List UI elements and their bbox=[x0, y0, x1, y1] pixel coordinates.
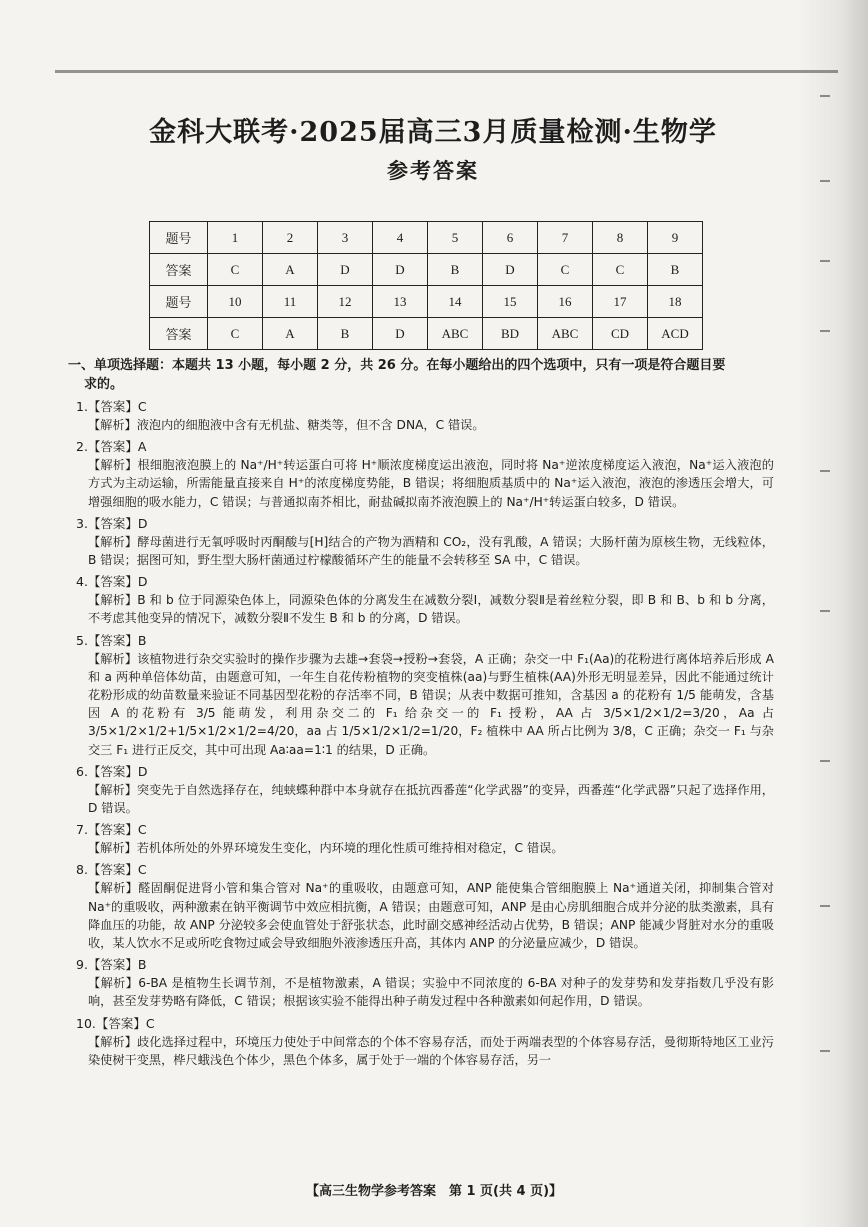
answer-table-cell: 17 bbox=[593, 286, 648, 318]
answer-table-cell: C bbox=[208, 254, 263, 286]
exam-subtitle: 参考答案 bbox=[387, 158, 479, 183]
answer-table-row bbox=[150, 318, 703, 350]
answer-table-cell: A bbox=[263, 254, 318, 286]
question-explanation: 【解析】若机体所处的外界环境发生变化，内环境的理化性质可维持相对稳定，C 错误。 bbox=[88, 841, 564, 856]
answer-table-cell: 7 bbox=[538, 222, 593, 254]
answer-table-cell: D bbox=[318, 254, 373, 286]
answer-table-cell: 8 bbox=[593, 222, 648, 254]
page-footer: 【高三生物学参考答案 第 1 页(共 4 页)】 bbox=[305, 1184, 563, 1199]
answer-table-cell: D bbox=[373, 318, 428, 350]
answer-table-cell: 4 bbox=[373, 222, 428, 254]
question-answer: 2.【答案】A bbox=[76, 439, 147, 455]
question-explanation: 【解析】根细胞液泡膜上的 Na⁺/H⁺转运蛋白可将 H⁺顺浓度梯度运出液泡，同时将 Na⁺逆浓度梯度运入液泡，Na⁺运入液泡的方式为主动运输，所需能量直接来自 H⁺的浓度梯度势能，B 错误；将细胞质基质中的 Na⁺运入液泡，液泡的渗透压会增大，可增强细胞的吸水能力，C 错误；与普通拟南芥相比，耐盐碱拟南芥液泡膜上的 Na⁺/H⁺转运蛋白较多，D 错误。 bbox=[88, 458, 774, 509]
answer-table-cell: 13 bbox=[373, 286, 428, 318]
question-item bbox=[76, 438, 778, 511]
question-answer: 6.【答案】D bbox=[76, 763, 148, 779]
answer-table-cell: BD bbox=[483, 318, 538, 350]
question-explanation: 【解析】醛固酮促进肾小管和集合管对 Na⁺的重吸收，由题意可知，ANP 能使集合管细胞膜上 Na⁺通道关闭，抑制集合管对 Na⁺的重吸收，两种激素在钠平衡调节中效应相抗衡，A 错误；由题意可知，ANP 是由心房肌细胞合成并分泌的肽类激素，具有降血压的功能，故 ANP 分泌较多会使血管处于舒张状态，此时副交感神经活动占优势，B 错误；ANP 能减少肾脏对水分的重吸收，某人饮水不足或所吃食物过咸会导致细胞外液渗透压升高，其体内 ANP 的分泌量应减少，D 错误。 bbox=[88, 881, 774, 951]
answer-table-cell: 12 bbox=[318, 286, 373, 318]
question-answer: 7.【答案】C bbox=[76, 822, 147, 838]
exam-title: 金科大联考·2025届高三3月质量检测·生物学 bbox=[149, 117, 717, 148]
answer-table-cell: 18 bbox=[648, 286, 703, 318]
question-item bbox=[76, 763, 778, 817]
answer-table-cell: ABC bbox=[538, 318, 593, 350]
question-answer: 8.【答案】C bbox=[76, 862, 147, 878]
answer-table-row-label: 答案 bbox=[150, 318, 208, 350]
answer-table-cell: 14 bbox=[428, 286, 483, 318]
question-explanation: 【解析】液泡内的细胞液中含有无机盐、糖类等，但不含 DNA，C 错误。 bbox=[88, 418, 485, 432]
question-item bbox=[76, 821, 778, 857]
question-answer: 9.【答案】B bbox=[76, 957, 147, 973]
question-item bbox=[76, 515, 778, 569]
scan-top-border bbox=[55, 70, 838, 73]
answer-table-cell: CD bbox=[593, 318, 648, 350]
question-item bbox=[76, 632, 778, 759]
answer-table-cell: 2 bbox=[263, 222, 318, 254]
answer-table-row-label: 题号 bbox=[150, 222, 208, 254]
answer-table-cell: C bbox=[538, 254, 593, 286]
section-heading bbox=[68, 356, 768, 394]
question-explanation: 【解析】酵母菌进行无氧呼吸时丙酮酸与[H]结合的产物为酒精和 CO₂，没有乳酸，A 错误；大肠杆菌为原核生物，无线粒体，B 错误；据图可知，野生型大肠杆菌通过柠檬酸循环产生的能量不会转移至 SA 中，C 错误。 bbox=[88, 534, 774, 568]
answer-table-cell: 6 bbox=[483, 222, 538, 254]
answer-table-row bbox=[150, 286, 703, 318]
question-item bbox=[76, 956, 778, 1010]
section-heading-line2: 求的。 bbox=[84, 377, 124, 392]
answer-sheet-page bbox=[68, 110, 778, 1069]
answer-table-cell: ABC bbox=[428, 318, 483, 350]
section-heading-line1: 一、单项选择题：本题共 13 小题，每小题 2 分，共 26 分。在每小题给出的四个选项中，只有一项是符合题目要 bbox=[68, 358, 726, 373]
answer-table-cell: B bbox=[318, 318, 373, 350]
answer-table-cell: 1 bbox=[208, 222, 263, 254]
question-answer: 4.【答案】D bbox=[76, 574, 148, 590]
answer-table-cell: ACD bbox=[648, 318, 703, 350]
answer-table-cell: 10 bbox=[208, 286, 263, 318]
answer-table-cell: D bbox=[483, 254, 538, 286]
answer-table-cell: 9 bbox=[648, 222, 703, 254]
answer-table bbox=[149, 221, 703, 350]
answer-table-row bbox=[150, 222, 703, 254]
answer-table-row-label: 答案 bbox=[150, 254, 208, 286]
question-answer: 3.【答案】D bbox=[76, 515, 148, 531]
answer-table-row-label: 题号 bbox=[150, 286, 208, 318]
question-explanation: 【解析】该植物进行杂交实验时的操作步骤为去雄→套袋→授粉→套袋，A 正确；杂交一中 F₁(Aa)的花粉进行离体培养后形成 A 和 a 两种单倍体幼苗，由题意可知，一年生自花传粉植物的突变植株(aa)与野生植株(AA)外形无明显差异，因此不能通过统计花粉形成的幼苗数量来验证不同基因型花粉的存活率不同，B 错误；从表中数据可推知，含基因 a 的花粉有 1/5 能萌发，含基因 A 的花粉有 3/5 能萌发，利用杂交二的 F₁ 给杂交一的 F₁ 授粉，AA 占 3/5×1/2×1/2=3/20，Aa 占 3/5×1/2×1/2+1/5×1/2×1/2=4/20，aa 占 1/5×1/2×1/2=1/20，F₂ 植株中 AA 所占比例为 3/8，C 正确；杂交一 F₁ 与杂交三 F₁ 进行正反交，其中可出现 Aa∶aa=1∶1 的结果，D 正确。 bbox=[88, 651, 774, 757]
answer-table-cell: B bbox=[648, 254, 703, 286]
question-explanation: 【解析】6-BA 是植物生长调节剂，不是植物激素，A 错误；实验中不同浓度的 6-BA 对种子的发芽势和发芽指数几乎没有影响，甚至发芽势略有降低，C 错误；根据该实验不能得出种子萌发过程中各种激素如何起作用，D 错误。 bbox=[88, 976, 774, 1009]
question-explanation: 【解析】突变先于自然选择存在，纯蛱蝶种群中本身就存在抵抗西番莲“化学武器”的变异，西番莲“化学武器”只起了选择作用，D 错误。 bbox=[88, 782, 774, 816]
answer-table-cell: 16 bbox=[538, 286, 593, 318]
answer-table-cell: A bbox=[263, 318, 318, 350]
answer-table-row bbox=[150, 254, 703, 286]
answer-table-cell: C bbox=[208, 318, 263, 350]
question-item bbox=[76, 1015, 778, 1069]
question-item bbox=[76, 861, 778, 952]
answer-table-cell: C bbox=[593, 254, 648, 286]
answer-table-cell: 11 bbox=[263, 286, 318, 318]
answer-table-cell: 15 bbox=[483, 286, 538, 318]
answer-table-cell: 5 bbox=[428, 222, 483, 254]
answer-table-cell: 3 bbox=[318, 222, 373, 254]
question-answer: 5.【答案】B bbox=[76, 632, 147, 648]
answer-table-cell: B bbox=[428, 254, 483, 286]
page-binding-edge bbox=[798, 0, 868, 1227]
question-answer: 1.【答案】C bbox=[76, 399, 147, 414]
question-answer: 10.【答案】C bbox=[76, 1015, 155, 1031]
question-explanation: 【解析】B 和 b 位于同源染色体上，同源染色体的分离发生在减数分裂Ⅰ，减数分裂Ⅱ是着丝粒分裂，即 B 和 B、b 和 b 分离，不考虑其他变异的情况下，减数分裂Ⅱ不发生 B 和 b 的分离，D 错误。 bbox=[88, 593, 774, 626]
question-item bbox=[76, 398, 778, 434]
question-list bbox=[76, 398, 778, 1069]
answer-table-cell: D bbox=[373, 254, 428, 286]
question-explanation: 【解析】歧化选择过程中，环境压力使处于中间常态的个体不容易存活，而处于两端表型的个体容易存活，曼彻斯特地区工业污染使树干变黑，桦尺蛾浅色个体少，黑色个体多，属于处于一端的个体容易存活，另一 bbox=[88, 1034, 774, 1067]
question-item bbox=[76, 573, 778, 627]
